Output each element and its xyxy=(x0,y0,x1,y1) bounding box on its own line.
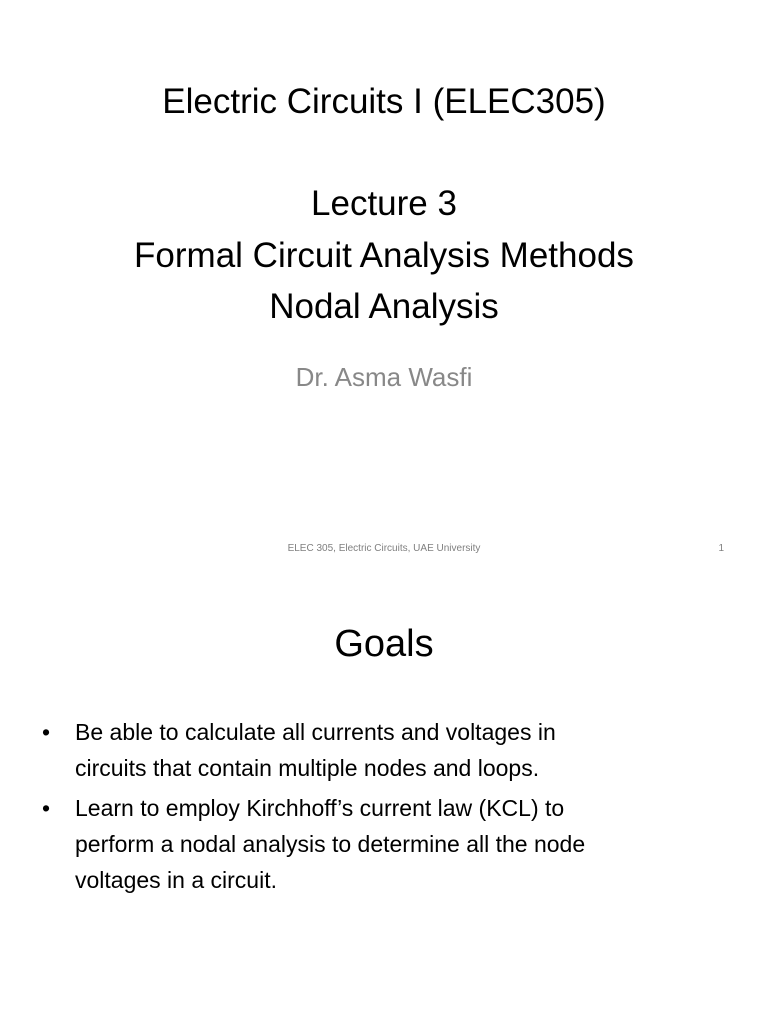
goals-list xyxy=(40,714,730,902)
lecture-number: Lecture 3 xyxy=(311,184,457,223)
goal-item xyxy=(40,714,730,786)
goal-text-line: Be able to calculate all currents and voltages in xyxy=(75,719,556,745)
course-title: Electric Circuits I (ELEC305) xyxy=(162,82,606,121)
goals-title: Goals xyxy=(334,623,434,665)
goal-item xyxy=(40,790,730,898)
goal-text-line: Learn to employ Kirchhoff’s current law (KCL) to xyxy=(75,795,565,821)
goals-slide xyxy=(0,576,768,1024)
slide-number: 1 xyxy=(718,543,724,554)
goal-text-line: perform a nodal analysis to determine all the node xyxy=(75,831,586,857)
goal-text-line: circuits that contain multiple nodes and loops. xyxy=(75,755,540,781)
lecture-topic-line2: Nodal Analysis xyxy=(269,287,499,326)
bullet-icon: • xyxy=(42,795,51,821)
lecture-topic-line1: Formal Circuit Analysis Methods xyxy=(134,236,634,275)
author-name: Dr. Asma Wasfi xyxy=(295,362,473,392)
slide-footer: ELEC 305, Electric Circuits, UAE University xyxy=(287,543,481,554)
goal-text-line: voltages in a circuit. xyxy=(75,867,277,893)
bullet-icon: • xyxy=(42,719,51,745)
